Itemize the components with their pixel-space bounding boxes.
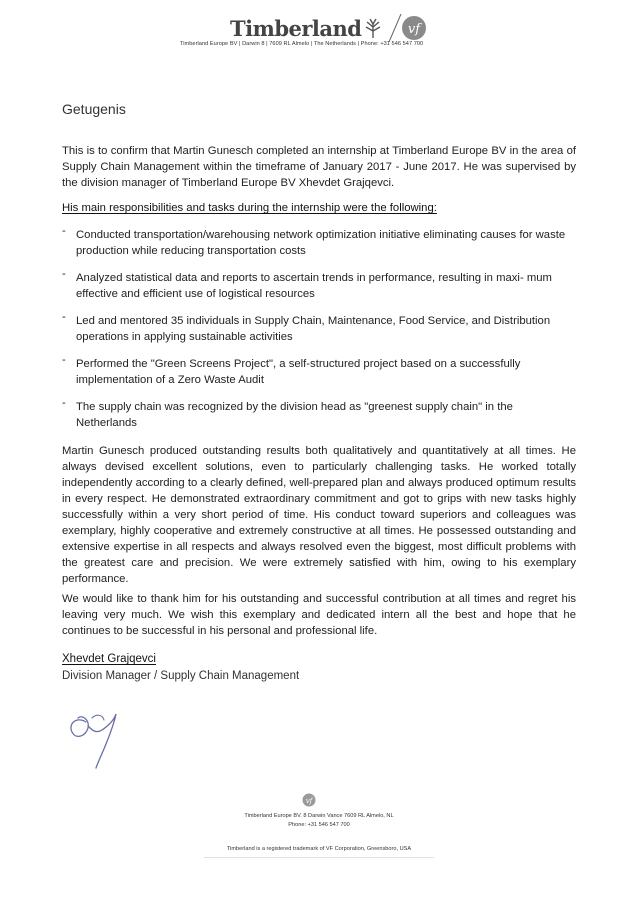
intro-paragraph: This is to confirm that Martin Gunesch completed an internship at Timberland Europe BV in the area of Supply Chain Management within the timeframe of January 2017 - June 2017. He was supervised by the division manager of Timberland Europe BV Xhevdet Grajqevci. xyxy=(62,145,576,189)
handwritten-signature xyxy=(64,700,128,770)
letterhead-logo xyxy=(230,14,427,42)
footer-trademark: Timberland is a registered trademark of VF Corporation, Greensboro, USA xyxy=(226,846,412,852)
list-item: - Led and mentored 35 individuals in Supply Chain, Maintenance, Food Service, and Distribution operations in applying sustainable activities xyxy=(62,311,551,343)
letter-heading: Getugenis xyxy=(62,101,126,117)
signer-title: Division Manager / Supply Chain Management xyxy=(62,670,300,682)
responsibilities-title: His main responsibilities and tasks during the internship were the following: xyxy=(62,202,437,214)
closing-paragraph: We would like to thank him for his outstanding and successful contribution at all times and regret his leaving very much. We wish this exemplary and dedicated intern all the best and hope that he continues to be successful in his personal and professional life. xyxy=(62,593,576,637)
footer-divider xyxy=(204,857,434,858)
assessment-paragraph: Martin Gunesch produced outstanding results both qualitatively and quantitatively at all times. He always devised excellent solutions, even to particularly challenging tasks. He worked totally independently according to a clearly defined, well-prepared plan and always produced optimum results in every respect. He demonstrated extraordinary commitment and got to grips with new tasks highly successfully within a very short period of time. His conduct toward superiors and colleagues was exemplary, highly cooperative and extremely constructive at all times. He possessed outstanding and extensive expertise in all respects and always resolved even the biggest, most difficult problems with the greatest care and precision. We were extremely satisfied with him, owing to his exemplary performance. xyxy=(62,445,576,585)
list-item: - Conducted transportation/warehousing network optimization initiative eliminating causes for waste production while reducing transportation costs xyxy=(62,225,566,257)
vf-logo-icon xyxy=(387,13,427,43)
signer-name: Xhevdet Grajqevci xyxy=(62,653,156,665)
svg-text:vf: vf xyxy=(408,22,421,37)
company-info-line: Timberland Europe BV | Darwin 8 | 7609 RL Almelo | The Netherlands | Phone: +31 546 547 700 xyxy=(180,41,424,47)
tree-logo-icon xyxy=(363,17,383,39)
brand-wordmark: Timberland xyxy=(230,15,362,41)
list-item: - Analyzed statistical data and reports to ascertain trends in performance, resulting in maxi- mum effective and efficient use of logistical resources xyxy=(62,268,552,300)
svg-text:vf: vf xyxy=(305,796,313,805)
footer-phone: Phone: +31 546 547 700 xyxy=(288,822,350,828)
footer-vf-logo-icon xyxy=(302,793,316,807)
list-item: - The supply chain was recognized by the division head as "greenest supply chain" in the Netherlands xyxy=(62,397,513,429)
list-item: - Performed the "Green Screens Project", a self-structured project based on a successfully implementation of a Zero Waste Audit xyxy=(62,354,521,386)
responsibilities-list xyxy=(62,227,576,442)
footer-address: Timberland Europe BV. 8 Darwin Vance 7609 RL Almelo, NL xyxy=(244,813,394,819)
